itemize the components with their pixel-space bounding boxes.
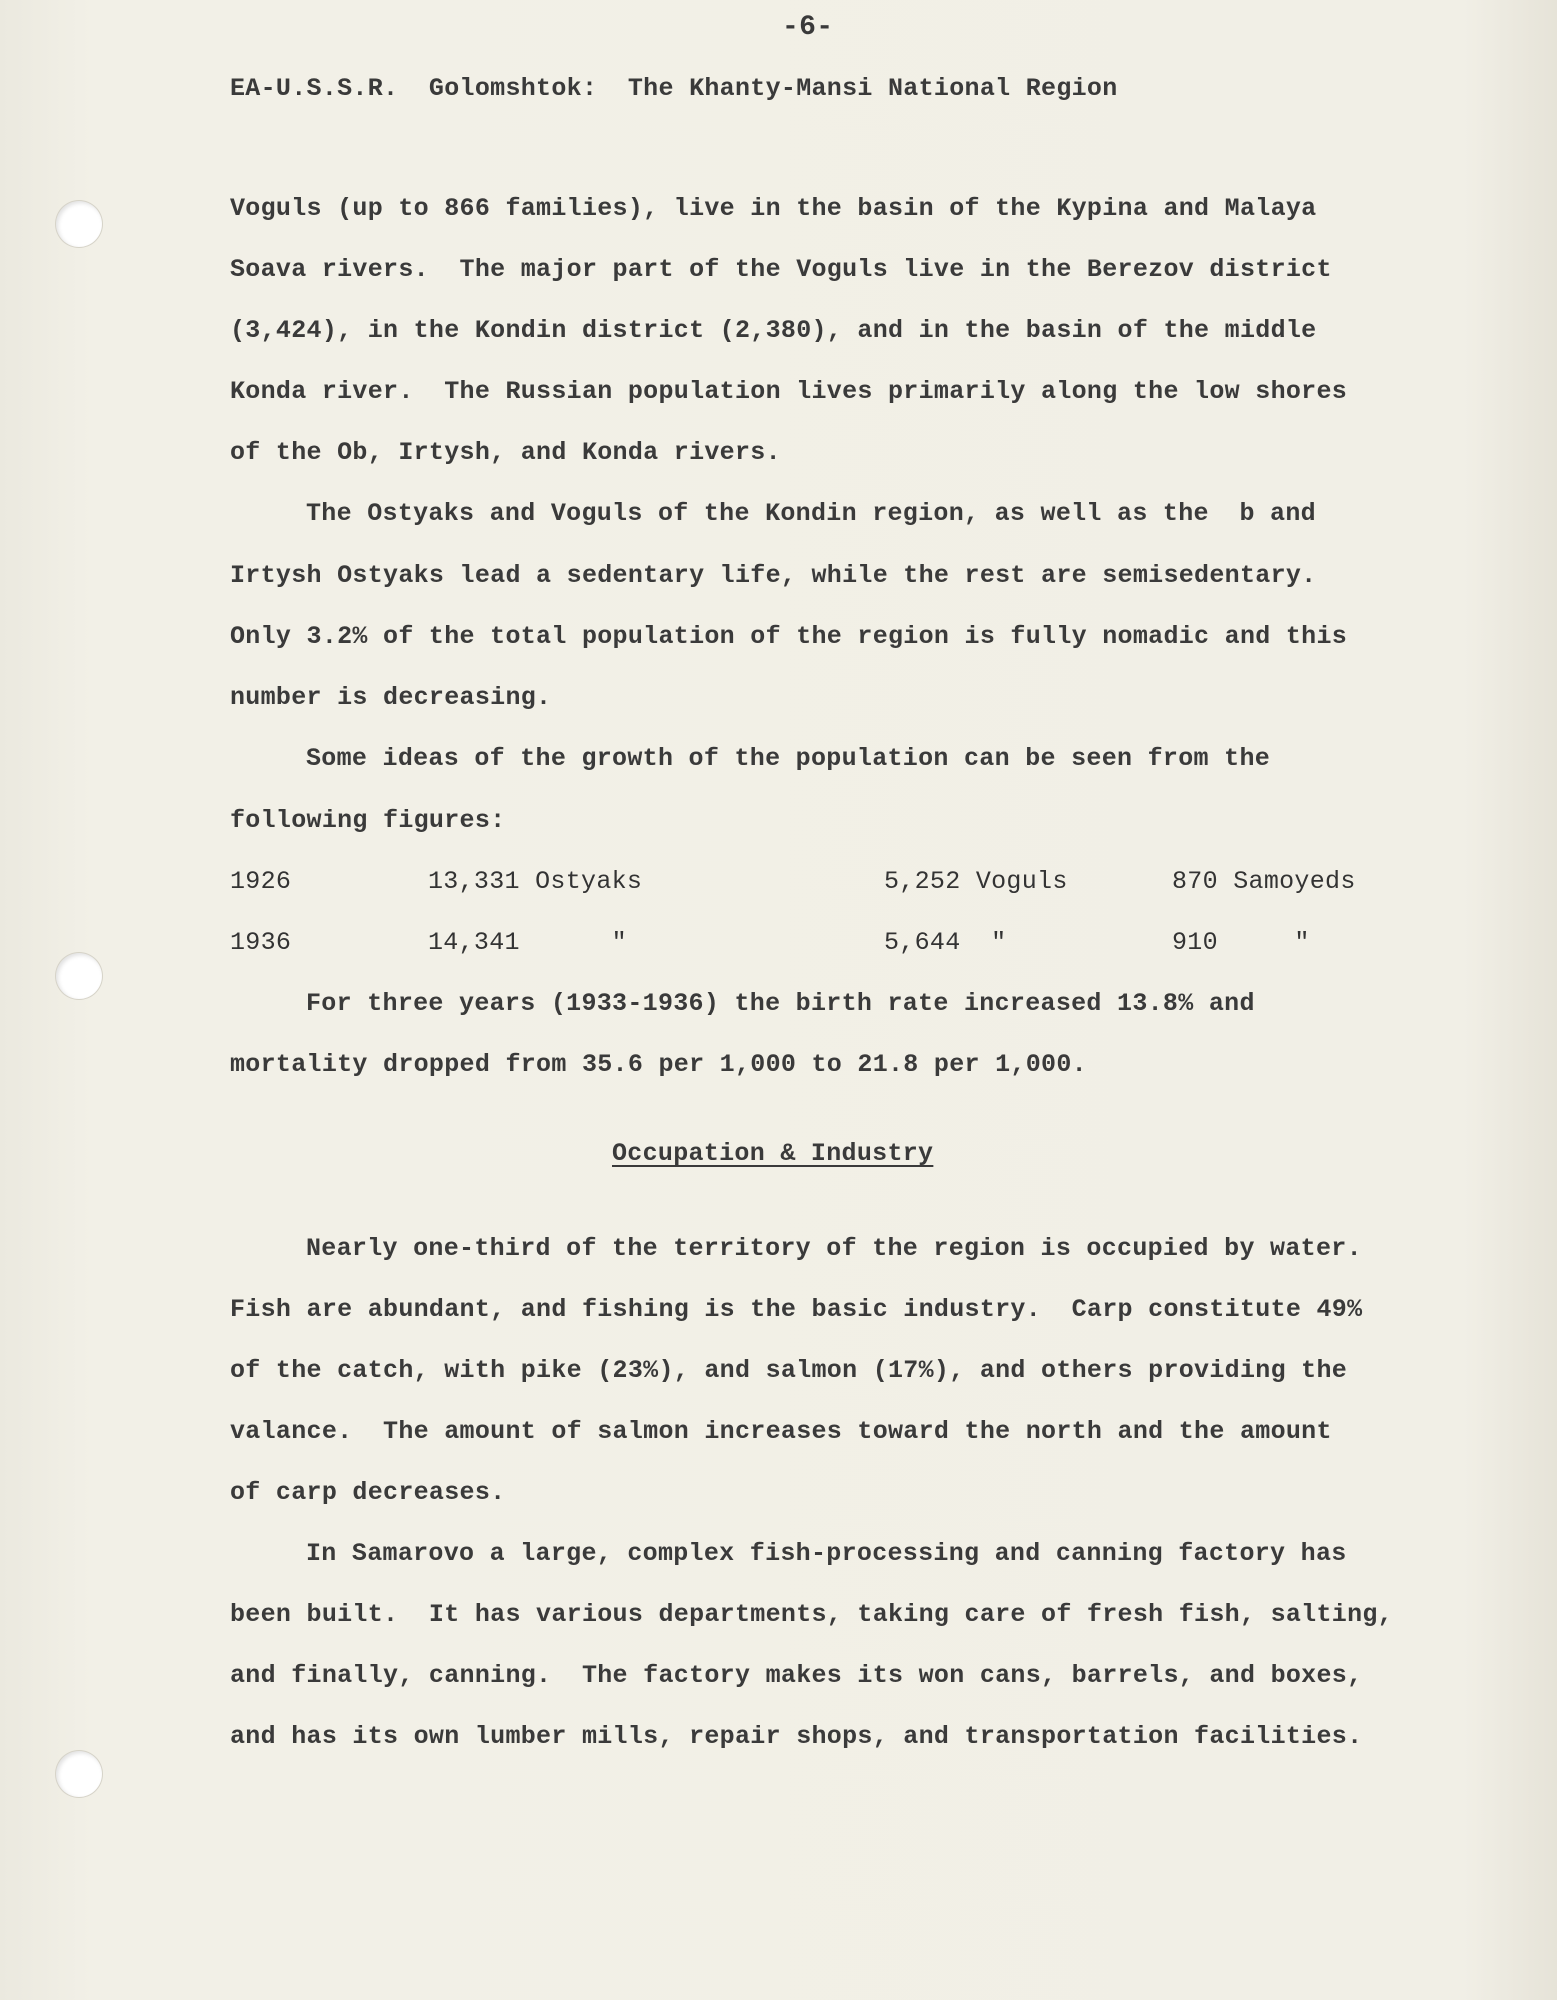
table-cell-year: 1926 (230, 867, 292, 896)
table-cell-year: 1936 (230, 928, 292, 957)
paragraph-line: of the catch, with pike (23%), and salmon (17%), and others providing the (230, 1356, 1348, 1385)
paragraph-line: Fish are abundant, and fishing is the basic industry. Carp constitute 49% (230, 1295, 1363, 1324)
table-cell-ostyaks: 13,331 Ostyaks (428, 867, 643, 896)
table-cell-voguls: 5,252 Voguls (884, 867, 1068, 896)
punch-hole (56, 201, 102, 247)
paragraph-line: (3,424), in the Kondin district (2,380), and in the basin of the middle (230, 316, 1317, 345)
paragraph-line: Some ideas of the growth of the population can be seen from the (306, 744, 1271, 773)
paragraph-line: and has its own lumber mills, repair shops, and transportation facilities. (230, 1722, 1363, 1751)
paragraph-line: Soava rivers. The major part of the Voguls live in the Berezov district (230, 255, 1332, 284)
paragraph-line: following figures: (230, 806, 506, 835)
paragraph-line: The Ostyaks and Voguls of the Kondin region, as well as the b and (306, 499, 1316, 528)
section-heading: Occupation & Industry (612, 1139, 934, 1168)
paragraph-line: Konda river. The Russian population lives primarily along the low shores (230, 377, 1348, 406)
paragraph-line: For three years (1933-1936) the birth rate increased 13.8% and (306, 989, 1255, 1018)
paragraph-line: Voguls (up to 866 families), live in the basin of the Kypina and Malaya (230, 194, 1317, 223)
paragraph-line: been built. It has various departments, taking care of fresh fish, salting, (230, 1600, 1393, 1629)
paragraph-line: of carp decreases. (230, 1478, 506, 1507)
document-header: EA-U.S.S.R. Golomshtok: The Khanty-Mansi National Region (230, 74, 1118, 103)
paragraph-line: Irtysh Ostyaks lead a sedentary life, while the rest are semisedentary. (230, 561, 1317, 590)
punch-hole (56, 1751, 102, 1797)
table-cell-ostyaks: 14,341 " (428, 928, 627, 957)
table-cell-samoyeds: 870 Samoyeds (1172, 867, 1356, 896)
paragraph-line: and finally, canning. The factory makes its won cans, barrels, and boxes, (230, 1661, 1363, 1690)
page-number: -6- (782, 12, 834, 43)
paragraph-line: of the Ob, Irtysh, and Konda rivers. (230, 438, 781, 467)
paragraph-line: number is decreasing. (230, 683, 552, 712)
paragraph-line: In Samarovo a large, complex fish-processing and canning factory has (306, 1539, 1347, 1568)
paragraph-line: valance. The amount of salmon increases toward the north and the amount (230, 1417, 1332, 1446)
paragraph-line: Nearly one-third of the territory of the region is occupied by water. (306, 1234, 1362, 1263)
punch-hole (56, 953, 102, 999)
table-cell-voguls: 5,644 " (884, 928, 1007, 957)
paragraph-line: Only 3.2% of the total population of the region is fully nomadic and this (230, 622, 1348, 651)
paragraph-line: mortality dropped from 35.6 per 1,000 to 21.8 per 1,000. (230, 1050, 1087, 1079)
table-cell-samoyeds: 910 " (1172, 928, 1310, 957)
